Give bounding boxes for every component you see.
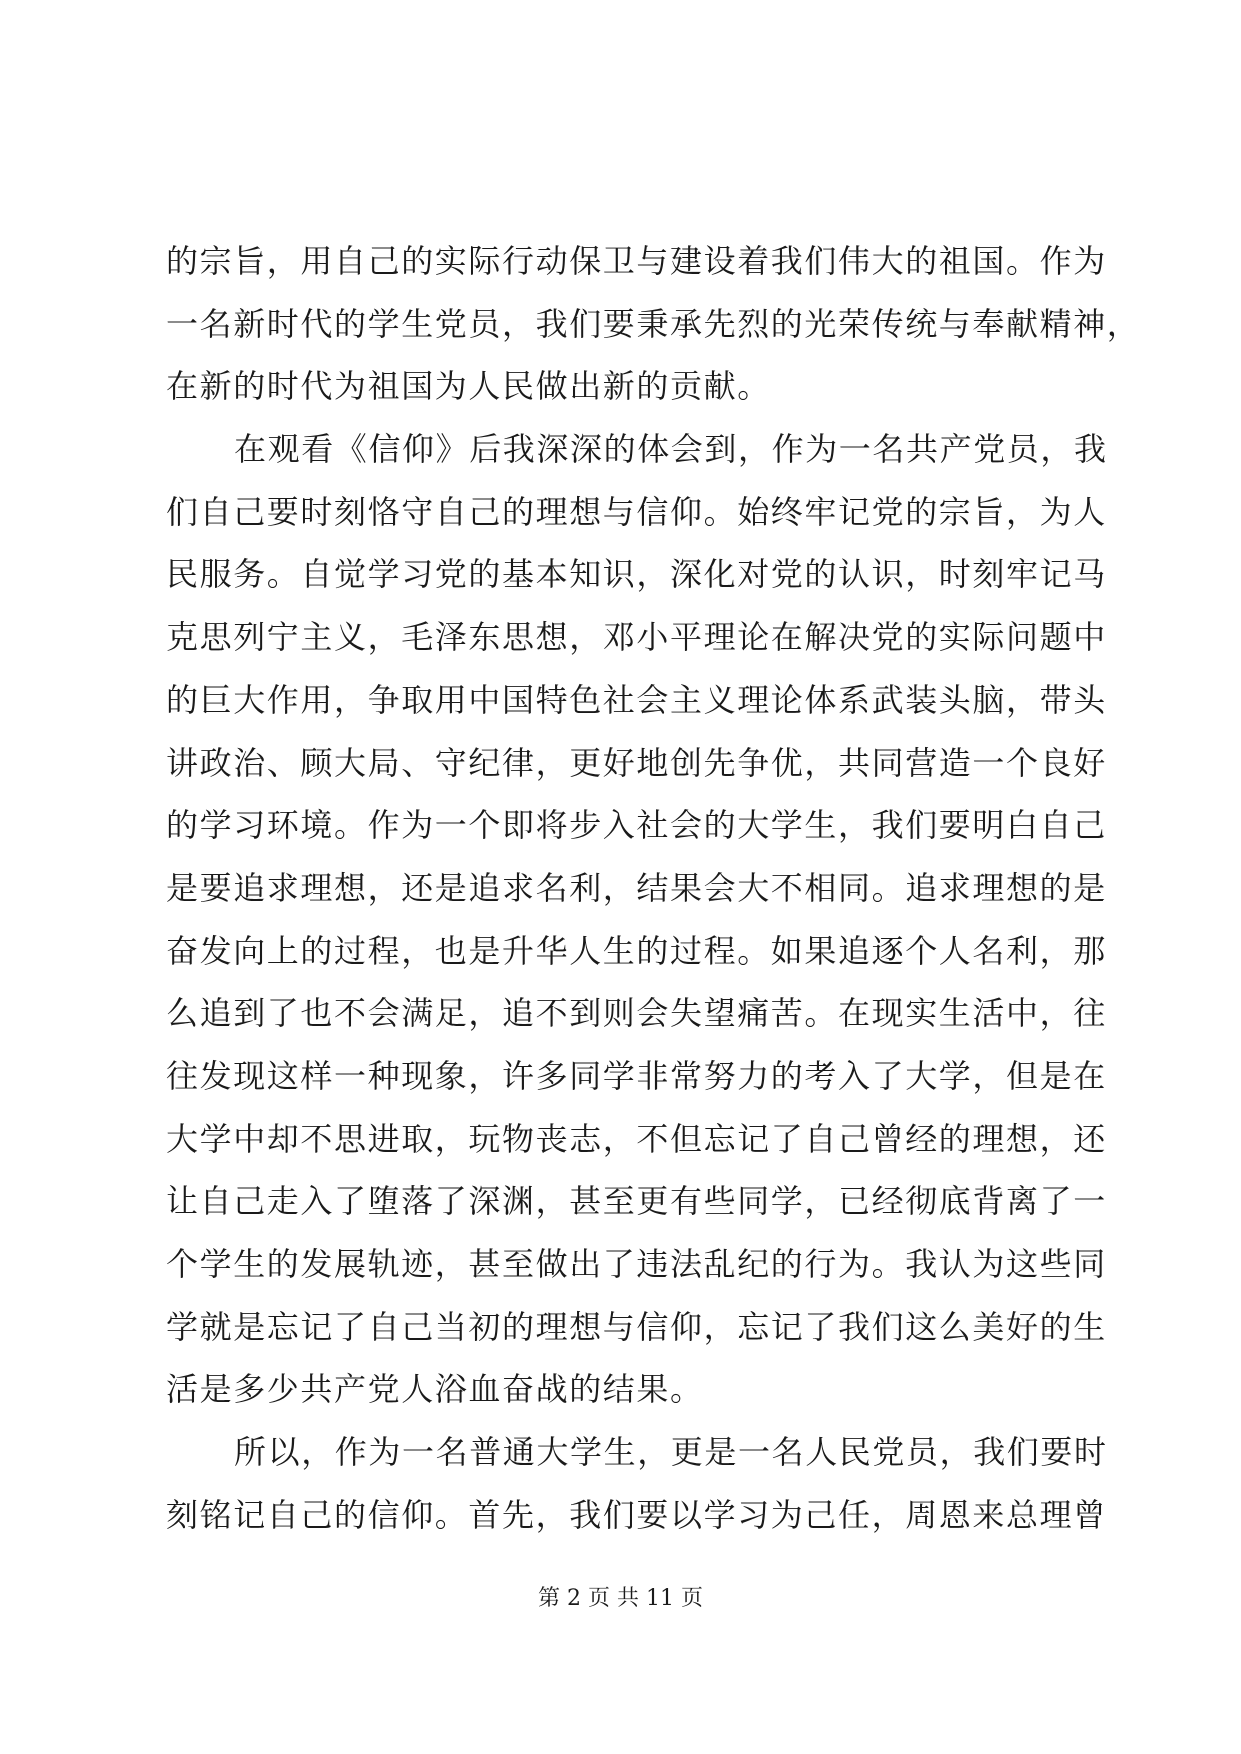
text-line: 的宗旨，用自己的实际行动保卫与建设着我们伟大的祖国。作为 (166, 242, 1107, 280)
text-line: 们自己要时刻恪守自己的理想与信仰。始终牢记党的宗旨，为人 (166, 492, 1107, 531)
text-line: 在新的时代为祖国为人民做出新的贡献。 (166, 367, 771, 406)
text-line: 的巨大作用，争取用中国特色社会主义理论体系武装头脑，带头 (166, 680, 1107, 719)
text-line: 学就是忘记了自己当初的理想与信仰，忘记了我们这么美好的生 (166, 1307, 1107, 1346)
text-line: 往发现这样一种现象，许多同学非常努力的考入了大学，但是在 (166, 1056, 1107, 1095)
paragraph-first-line: 在观看《信仰》后我深深的体会到，作为一名共产党员，我 (234, 430, 1108, 469)
text-line: 活是多少共产党人浴血奋战的结果。 (166, 1370, 704, 1409)
text-line: 么追到了也不会满足，追不到则会失望痛苦。在现实生活中，往 (166, 994, 1107, 1033)
paragraph-first-line: 所以，作为一名普通大学生，更是一名人民党员，我们要时 (234, 1433, 1108, 1472)
text-line: 个学生的发展轨迹，甚至做出了违法乱纪的行为。我认为这些同 (166, 1245, 1107, 1283)
text-line: 一名新时代的学生党员，我们要秉承先烈的光荣传统与奉献精神， (166, 304, 1141, 343)
text-line: 克思列宁主义，毛泽东思想，邓小平理论在解决党的实际问题中 (166, 618, 1107, 657)
document-body (166, 230, 1141, 1546)
text-line: 是要追求理想，还是追求名利，结果会大不相同。追求理想的是 (166, 868, 1107, 907)
text-line: 刻铭记自己的信仰。首先，我们要以学习为己任，周恩来总理曾 (166, 1495, 1107, 1534)
text-line: 民服务。自觉学习党的基本知识，深化对党的认识，时刻牢记马 (166, 555, 1107, 594)
text-line: 讲政治、顾大局、守纪律，更好地创先争优，共同营造一个良好 (166, 743, 1107, 782)
page-number-footer: 第 2 页 共 11 页 (538, 1586, 703, 1611)
text-line: 让自己走入了堕落了深渊，甚至更有些同学，已经彻底背离了一 (166, 1182, 1107, 1221)
text-line: 奋发向上的过程，也是升华人生的过程。如果追逐个人名利，那 (166, 931, 1107, 970)
text-line: 大学中却不思进取，玩物丧志，不但忘记了自己曾经的理想，还 (166, 1119, 1107, 1158)
text-line: 的学习环境。作为一个即将步入社会的大学生，我们要明白自己 (166, 806, 1107, 845)
